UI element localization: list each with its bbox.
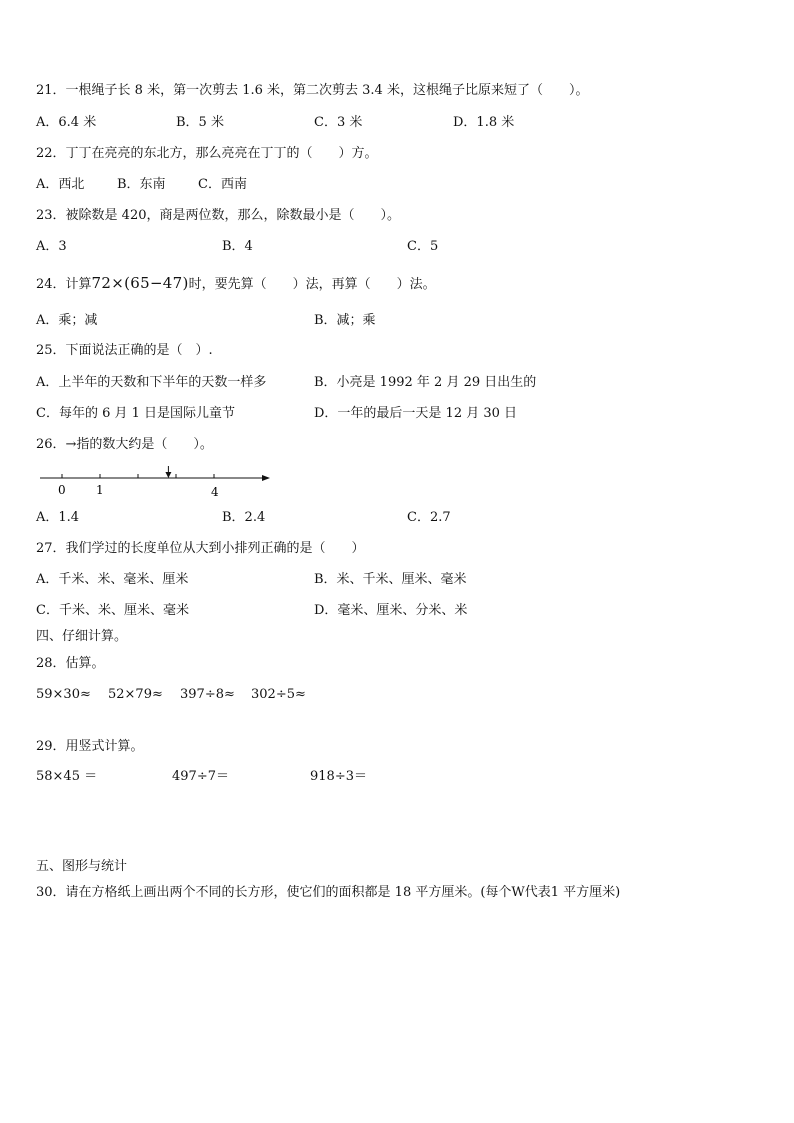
q21-option-d[interactable]: D．1.8 米 — [453, 115, 515, 130]
q22-option-b[interactable]: B．东南 — [117, 177, 166, 192]
q28-item-1: 59×30≈ — [36, 687, 91, 702]
q24-option-b[interactable]: B．减；乘 — [314, 313, 376, 328]
pointer-arrow-head — [165, 472, 171, 478]
question-26-stem: 26．→指的数大约是（ ）。 — [36, 437, 213, 452]
q21-option-a[interactable]: A．6.4 米 — [36, 115, 97, 130]
q27-option-c[interactable]: C．千米、米、厘米、毫米 — [36, 603, 189, 618]
q28-item-3: 397÷8≈ — [180, 687, 235, 702]
q25-option-a[interactable]: A．上半年的天数和下半年的天数一样多 — [36, 375, 267, 390]
number-line-figure — [36, 464, 276, 500]
q29-item-3: 918÷3＝ — [310, 769, 367, 784]
q22-option-a[interactable]: A．西北 — [36, 177, 85, 192]
q29-item-1: 58×45 ＝ — [36, 769, 98, 784]
q25-option-d[interactable]: D．一年的最后一天是 12 月 30 日 — [314, 406, 518, 421]
question-27-stem: 27．我们学过的长度单位从大到小排列正确的是（ ） — [36, 541, 365, 556]
q24-option-a[interactable]: A．乘；减 — [36, 313, 98, 328]
q27-option-d[interactable]: D．毫米、厘米、分米、米 — [314, 603, 468, 618]
number-line-arrowhead — [262, 475, 270, 481]
q25-option-b[interactable]: B．小亮是 1992 年 2 月 29 日出生的 — [314, 375, 537, 390]
q26-option-c[interactable]: C．2.7 — [407, 510, 451, 525]
question-22-stem: 22．丁丁在亮亮的东北方，那么亮亮在丁丁的（ ）方。 — [36, 146, 378, 161]
q21-option-b[interactable]: B．5 米 — [176, 115, 224, 130]
question-29-stem: 29．用竖式计算。 — [36, 739, 144, 754]
question-21-stem: 21．一根绳子长 8 米，第一次剪去 1.6 米，第二次剪去 3.4 米，这根绳子比原来短了（ ）。 — [36, 83, 589, 98]
section-5-title: 五、图形与统计 — [36, 859, 128, 874]
q24-stem-prefix: 24．计算 — [36, 277, 92, 292]
question-24-stem — [36, 274, 436, 294]
q23-option-b[interactable]: B．4 — [222, 239, 253, 254]
question-25-stem: 25．下面说法正确的是（ ）. — [36, 343, 213, 358]
question-23-stem: 23．被除数是 420，商是两位数，那么，除数最小是（ ）。 — [36, 208, 400, 223]
number-line — [36, 464, 276, 500]
label-4: 4 — [211, 485, 219, 499]
label-1: 1 — [96, 483, 104, 497]
q26-option-a[interactable]: A．1.4 — [36, 510, 80, 525]
q28-item-4: 302÷5≈ — [251, 687, 306, 702]
q24-stem-suffix: 时，要先算（ ）法，再算（ ）法。 — [188, 277, 436, 292]
question-28-stem: 28．估算。 — [36, 656, 105, 671]
q29-item-2: 497÷7＝ — [172, 769, 229, 784]
label-0: 0 — [58, 483, 66, 497]
q27-option-a[interactable]: A．千米、米、毫米、厘米 — [36, 572, 189, 587]
q25-option-c[interactable]: C．每年的 6 月 1 日是国际儿童节 — [36, 406, 236, 421]
q26-option-b[interactable]: B．2.4 — [222, 510, 266, 525]
q23-option-c[interactable]: C．5 — [407, 239, 439, 254]
q21-option-c[interactable]: C．3 米 — [314, 115, 363, 130]
question-30-stem: 30．请在方格纸上画出两个不同的长方形，使它们的面积都是 18 平方厘米。(每个W代表1 平方厘米) — [36, 885, 621, 900]
section-4-title: 四、仔细计算。 — [36, 629, 128, 644]
q24-formula: 72×(65−47) — [91, 274, 189, 292]
q23-option-a[interactable]: A．3 — [36, 239, 67, 254]
q22-option-c[interactable]: C．西南 — [198, 177, 247, 192]
q27-option-b[interactable]: B．米、千米、厘米、毫米 — [314, 572, 467, 587]
q28-item-2: 52×79≈ — [108, 687, 163, 702]
